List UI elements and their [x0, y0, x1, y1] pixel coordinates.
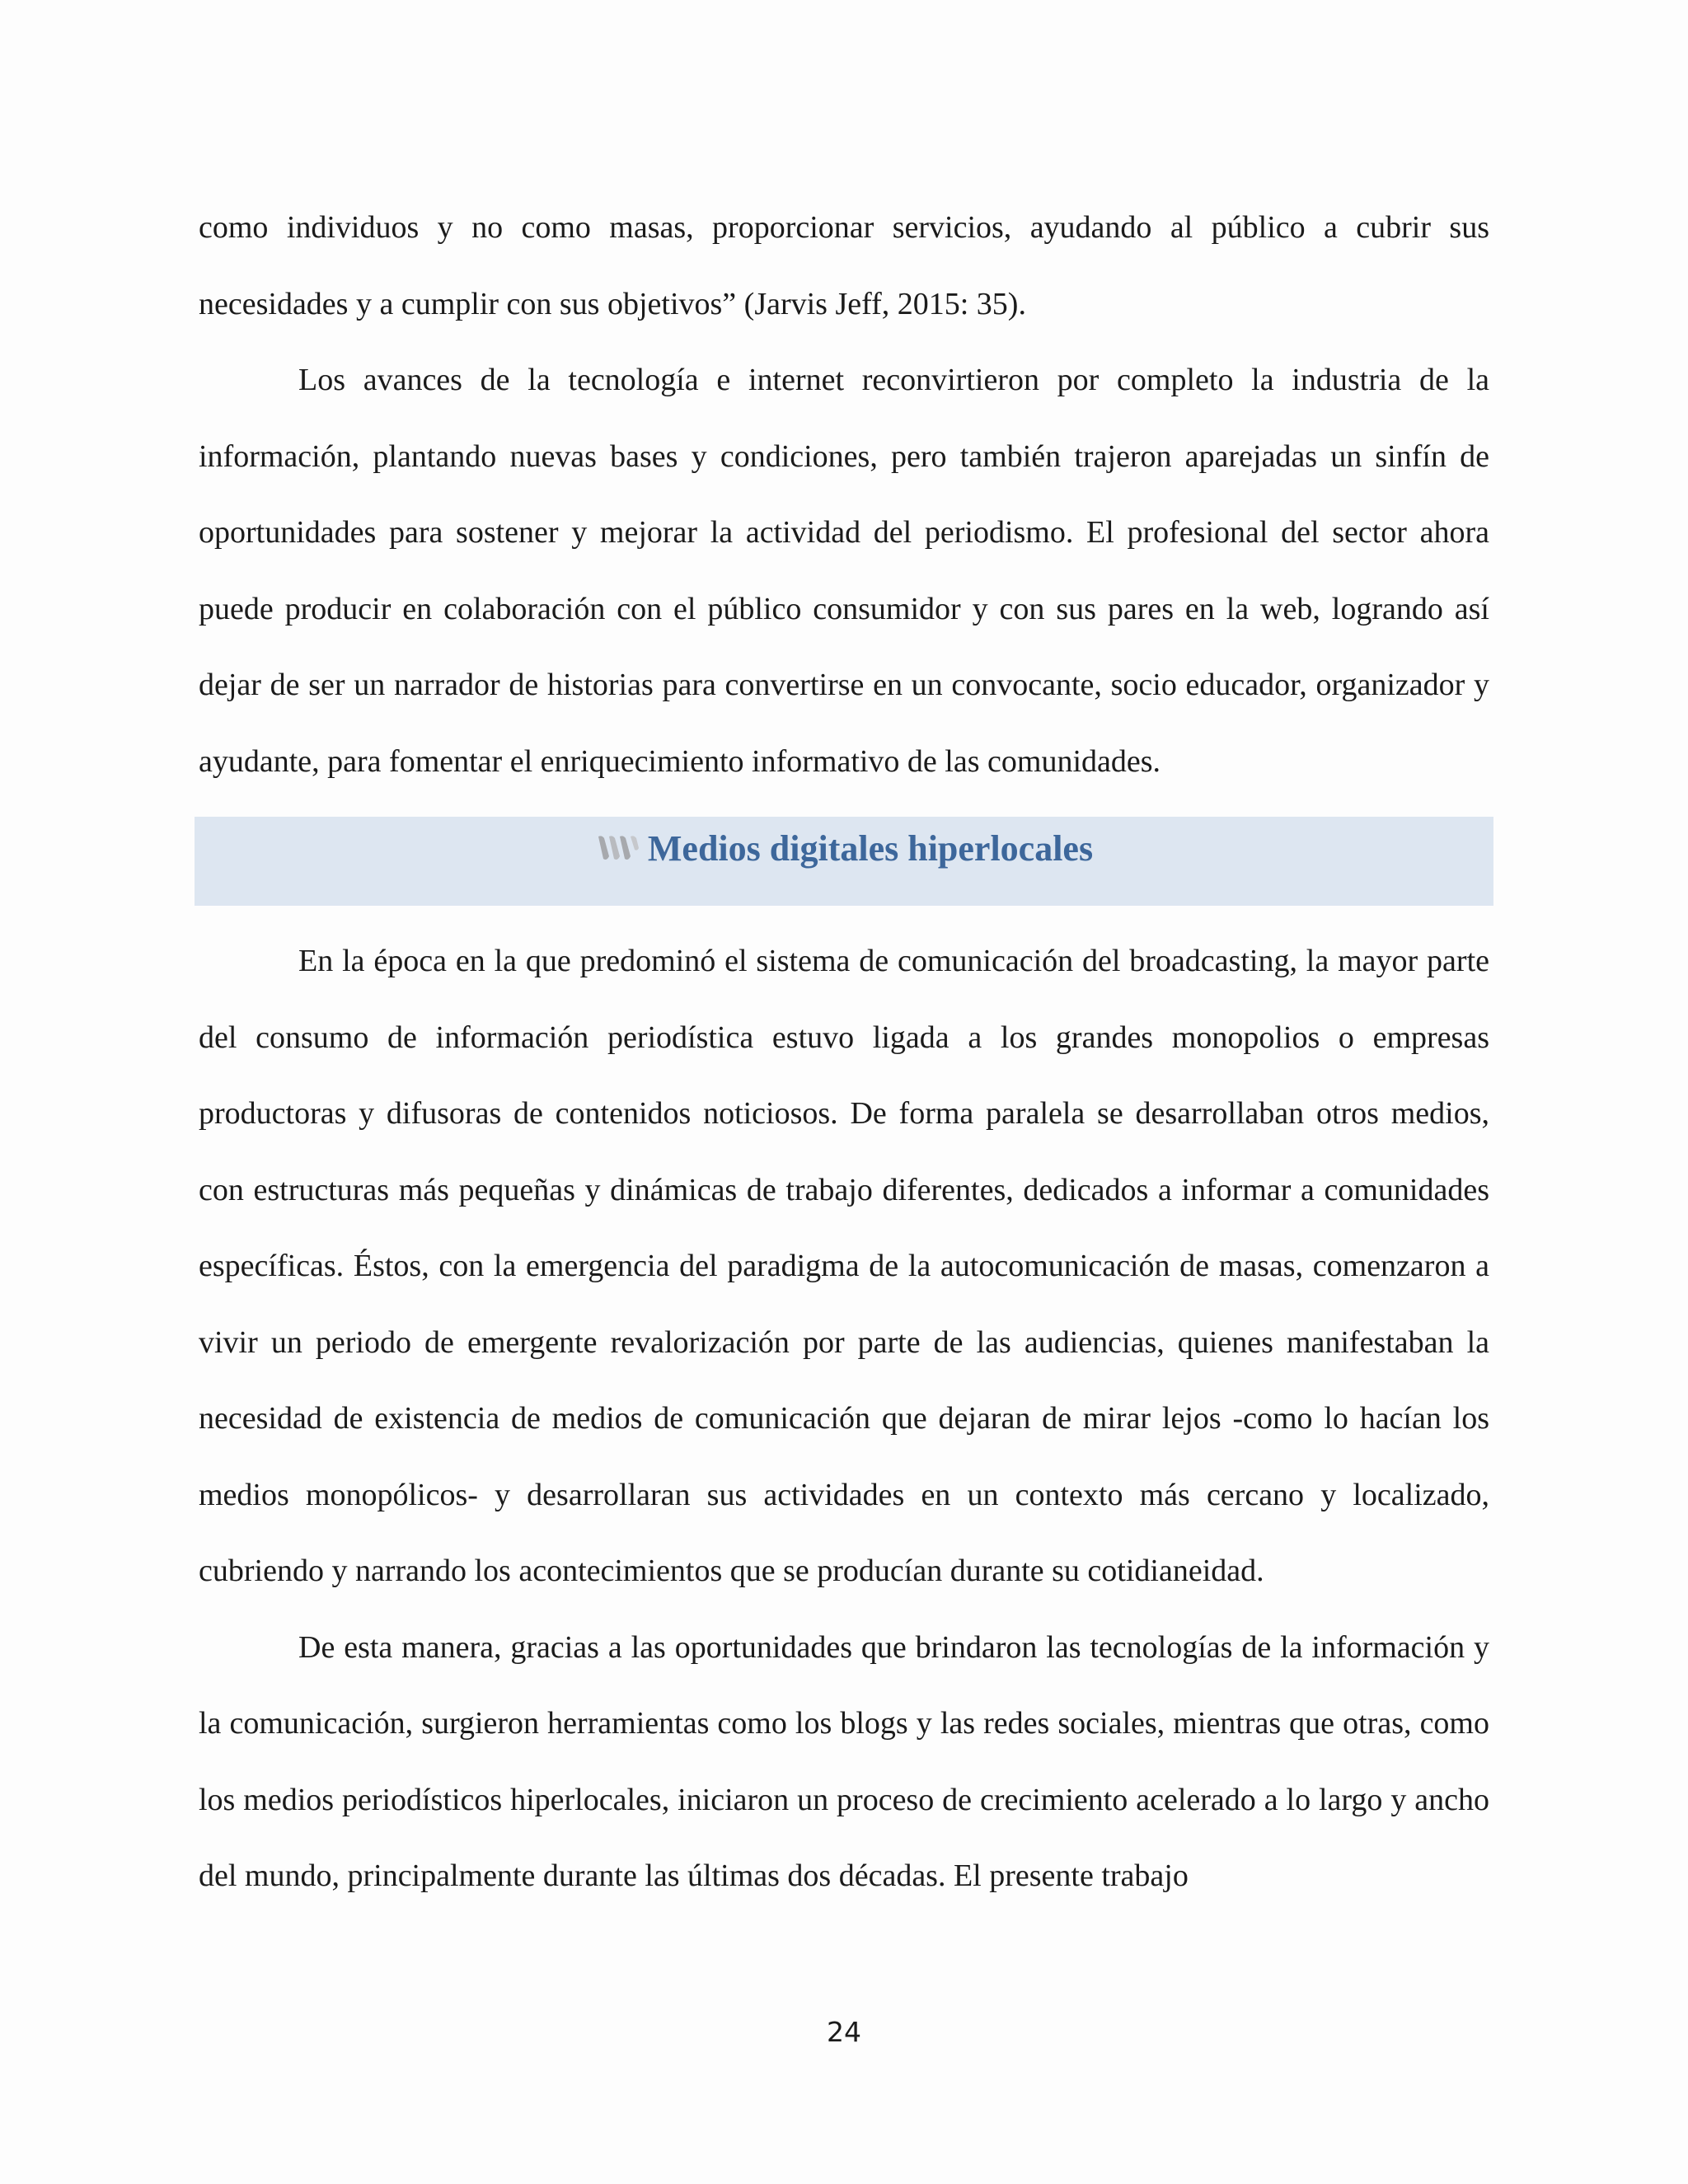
paragraph-ict-opportunities: De esta manera, gracias a las oportunidades que brindaron las tecnologías de la información y la comunicación, surgieron herramientas como los blogs y las redes sociales, mientras que otras, como los medios periodísticos hiperlocales, iniciaron un proceso de crecimiento acelerado a lo largo y ancho del mundo, principalmente durante las últimas dos décadas. El presente trabajo: [199, 1629, 1489, 1893]
paragraph-broadcasting: En la época en la que predominó el sistema de comunicación del broadcasting, la mayor parte del consumo de información periodística estuvo ligada a los grandes monopolios o empresas productoras y difusoras de contenidos noticiosos. De forma paralela se desarrollaban otros medios, con estructuras más pequeñas y dinámicas de trabajo diferentes, dedicados a informar a comunidades específicas. Éstos, con la emergencia del paradigma de la autocomunicación de masas, comenzaron a vivir un periodo de emergente revalorización por parte de las audiencias, quienes manifestaban la necesidad de existencia de medios de comunicación que dejaran de mirar lejos -como lo hacían los medios monopólicos- y desarrollaran sus actividades en un contexto más cercano y localizado, cubriendo y narrando los acontecimientos que se producían durante su cotidianeidad.: [199, 944, 1489, 1588]
section-heading: [195, 823, 1493, 873]
page-number: 24: [827, 2016, 861, 2048]
section-title: Medios digitales hiperlocales: [647, 827, 1094, 869]
w-logo-icon: [595, 832, 641, 865]
top-text-block: [199, 190, 1489, 799]
section-heading-band: [195, 817, 1493, 906]
bottom-text-block: [199, 923, 1489, 1915]
paragraph-technology-advances: Los avances de la tecnología e internet reconvirtieron por completo la industria de la información, plantando nuevas bases y condiciones, pero también trajeron aparejadas un sinfín de oportunidades para sostener y mejorar la actividad del periodismo. El profesional del sector ahora puede producir en colaboración con el público consumidor y con sus pares en la web, logrando así dejar de ser un narrador de historias para convertirse en un convocante, socio educador, organizador y ayudante, para fomentar el enriquecimiento informativo de las comunidades.: [199, 363, 1489, 779]
paragraph-quote-continuation: como individuos y no como masas, proporcionar servicios, ayudando al público a cubrir sus necesidades y a cumplir con sus objetivos” (Jarvis Jeff, 2015: 35).: [199, 210, 1489, 321]
